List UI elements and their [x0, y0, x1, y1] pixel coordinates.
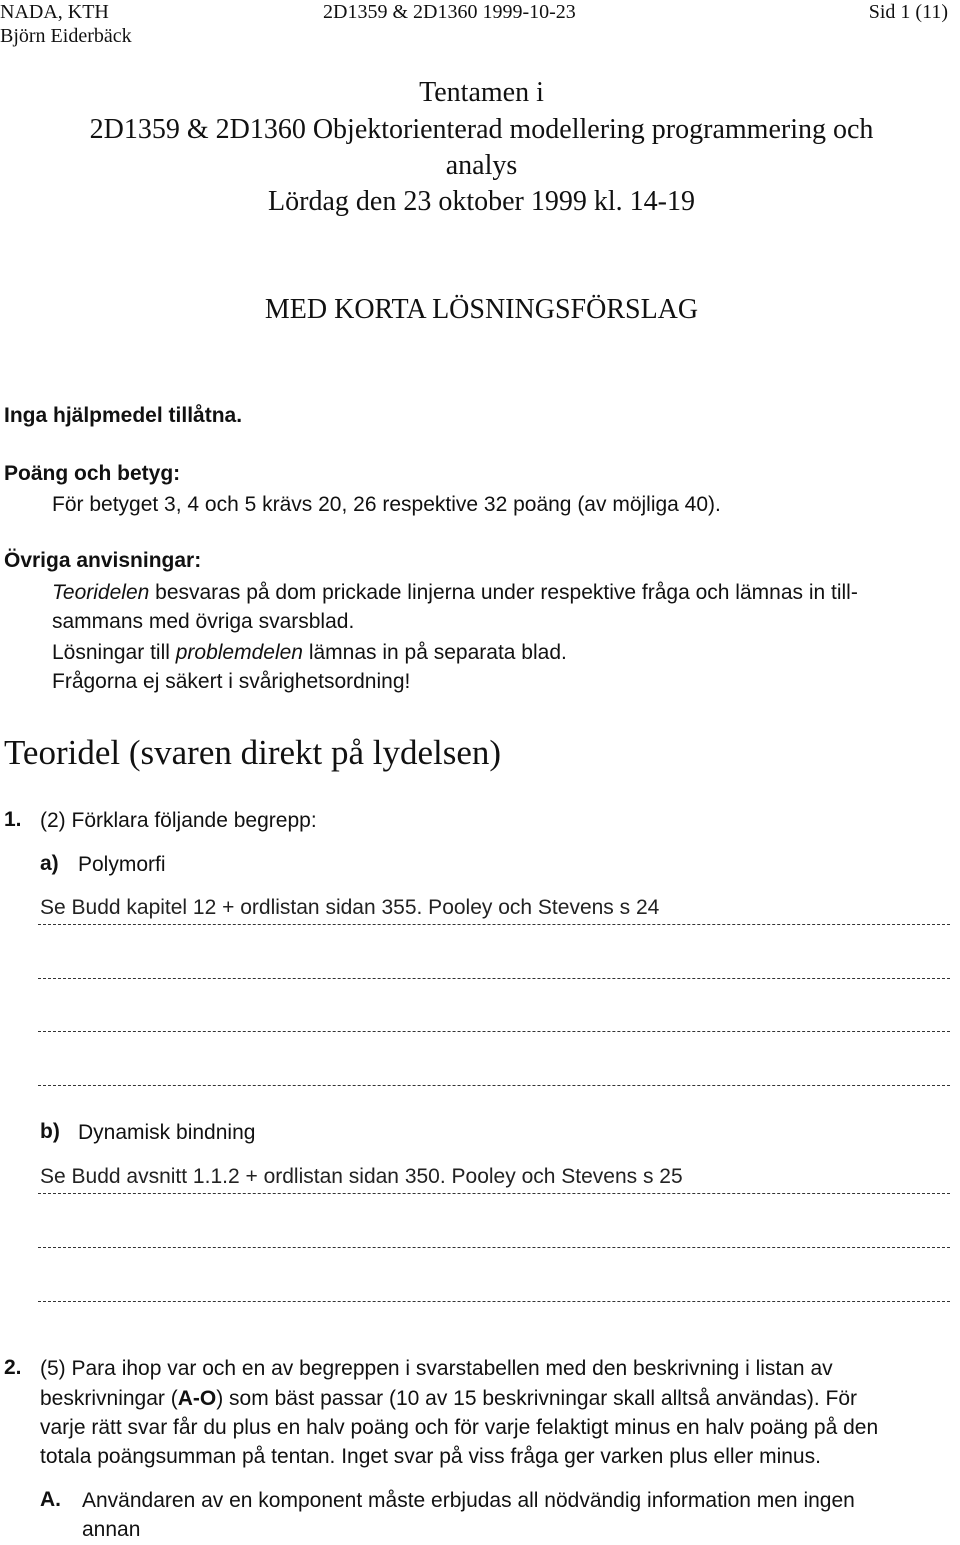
- item-a-line1: Användaren av en komponent måste erbjudas all nödvändig information men ingen: [82, 1489, 855, 1512]
- other-instructions-line2: sammans med övriga svarsblad.: [52, 610, 355, 633]
- points-heading: Poäng och betyg:: [4, 462, 181, 485]
- question-1-text: (2) Förklara följande begrepp:: [40, 809, 317, 832]
- no-aids-notice: Inga hjälpmedel tillåtna.: [4, 404, 243, 427]
- other-instructions-heading: Övriga anvisningar:: [4, 549, 202, 572]
- exam-title-line1: Tentamen i: [419, 77, 544, 108]
- answer-line: [38, 924, 950, 925]
- question-2-line4: totala poängsumman på tentan. Inget svar på viss fråga ger varken plus eller minus.: [40, 1445, 821, 1468]
- question-1a-answer: Se Budd kapitel 12 + ordlistan sidan 355. Pooley och Stevens s 24: [40, 896, 660, 919]
- question-1a-text: Polymorfi: [78, 853, 166, 876]
- question-2-number: 2.: [4, 1356, 22, 1379]
- question-1a-label: a): [40, 852, 59, 875]
- question-2-line3: varje rätt svar får du plus en halv poäng och för varje felaktigt minus en halv poäng på den: [40, 1416, 879, 1439]
- exam-subtitle: MED KORTA LÖSNINGSFÖRSLAG: [264, 294, 699, 325]
- problem-part-term: problemdelen: [175, 641, 303, 664]
- other-instructions-line3: [52, 638, 567, 668]
- header-page-number: Sid 1 (11): [868, 1, 948, 23]
- answer-line: [38, 1031, 950, 1032]
- question-1b-answer: Se Budd avsnitt 1.1.2 + ordlistan sidan 350. Pooley och Stevens s 25: [40, 1165, 683, 1188]
- question-2-line1: (5) Para ihop var och en av begreppen i svarstabellen med den beskrivning i listan av: [40, 1357, 833, 1380]
- section-title: Teoridel (svaren direkt på lydelsen): [4, 733, 502, 772]
- other-instructions-line4: Frågorna ej säkert i svårighetsordning!: [52, 670, 411, 693]
- header-left-org: NADA, KTH: [0, 1, 109, 23]
- exam-title-line2: 2D1359 & 2D1360 Objektorienterad modellering programmering och: [89, 114, 874, 145]
- exam-date: Lördag den 23 oktober 1999 kl. 14-19: [268, 186, 695, 217]
- question-1-number: 1.: [4, 808, 22, 831]
- answer-line: [38, 1247, 950, 1248]
- answer-line: [38, 1193, 950, 1194]
- question-1b-label: b): [40, 1120, 60, 1143]
- question-2-line2-post: ) som bäst passar (10 av 15 beskrivningar skall alltså användas). För: [216, 1387, 858, 1410]
- other-instructions-line3-post: lämnas in på separata blad.: [303, 641, 567, 664]
- other-instructions-line1: [52, 578, 858, 608]
- question-2-line2: [40, 1384, 857, 1414]
- exam-title-line3: analys: [445, 150, 518, 181]
- question-1b-text: Dynamisk bindning: [78, 1121, 256, 1144]
- points-text: För betyget 3, 4 och 5 krävs 20, 26 respektive 32 poäng (av möjliga 40).: [52, 493, 721, 516]
- answer-line: [38, 978, 950, 979]
- header-left-author: Björn Eiderbäck: [0, 25, 132, 47]
- other-instructions-line3-pre: Lösningar till: [52, 641, 176, 664]
- answer-line: [38, 1301, 950, 1302]
- header-course-date: 2D1359 & 2D1360 1999-10-23: [323, 1, 576, 23]
- question-2-range: A-O: [177, 1387, 217, 1410]
- answer-line: [38, 1085, 950, 1086]
- theory-part-term: Teoridelen: [52, 581, 150, 604]
- item-a-line2: annan: [82, 1518, 141, 1541]
- question-2-line2-pre: beskrivningar (: [40, 1387, 178, 1410]
- other-instructions-line1-text: besvaras på dom prickade linjerna under respektive fråga och lämnas in till-: [149, 581, 858, 604]
- item-a-label: A.: [40, 1488, 61, 1511]
